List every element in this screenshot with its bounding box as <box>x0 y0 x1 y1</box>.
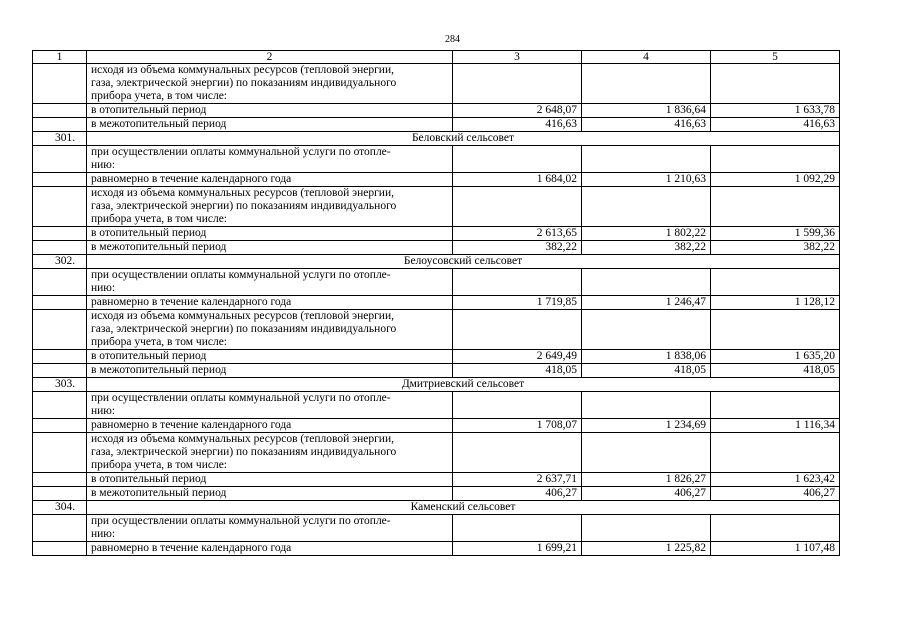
table-row <box>33 433 840 473</box>
index-cell <box>33 296 87 310</box>
section-number: 304. <box>33 501 87 515</box>
value-cell: 1 684,02 <box>453 173 582 187</box>
value-cell: 406,27 <box>711 487 840 501</box>
value-cell: 1 246,47 <box>582 296 711 310</box>
description-cell: равномерно в течение календарного года <box>87 296 453 310</box>
value-cell <box>453 187 582 227</box>
description-cell <box>87 433 453 473</box>
description-line: прибора учета, в том числе: <box>91 90 227 102</box>
description-cell <box>87 269 453 296</box>
description-cell: равномерно в течение календарного года <box>87 173 453 187</box>
index-cell <box>33 173 87 187</box>
index-cell <box>33 187 87 227</box>
description-line: прибора учета, в том числе: <box>91 336 227 348</box>
description-line: при осуществлении оплаты коммунальной услуги по отопле- <box>91 269 391 281</box>
description-cell <box>87 392 453 419</box>
value-cell <box>582 392 711 419</box>
section-name: Каменский сельсовет <box>87 501 840 515</box>
index-cell <box>33 146 87 173</box>
value-cell <box>453 433 582 473</box>
value-cell: 1 225,82 <box>582 542 711 556</box>
table-row <box>33 173 840 187</box>
index-cell <box>33 542 87 556</box>
section-row <box>33 501 840 515</box>
value-cell: 1 708,07 <box>453 419 582 433</box>
table-row <box>33 227 840 241</box>
value-cell: 1 234,69 <box>582 419 711 433</box>
value-cell <box>582 187 711 227</box>
table-row <box>33 350 840 364</box>
value-cell: 382,22 <box>711 241 840 255</box>
value-cell <box>711 64 840 104</box>
value-cell: 1 633,78 <box>711 104 840 118</box>
description-line: нию: <box>91 405 116 417</box>
value-cell <box>582 146 711 173</box>
value-cell <box>582 433 711 473</box>
table-row <box>33 104 840 118</box>
value-cell <box>582 64 711 104</box>
value-cell: 418,05 <box>453 364 582 378</box>
value-cell: 1 802,22 <box>582 227 711 241</box>
column-header: 3 <box>453 51 582 64</box>
table-row <box>33 64 840 104</box>
value-cell <box>582 269 711 296</box>
description-line: исходя из объема коммунальных ресурсов (тепловой энергии, <box>91 187 394 199</box>
index-cell <box>33 350 87 364</box>
description-line: нию: <box>91 528 116 540</box>
value-cell: 1 092,29 <box>711 173 840 187</box>
description-line: исходя из объема коммунальных ресурсов (тепловой энергии, <box>91 310 394 322</box>
value-cell <box>711 269 840 296</box>
value-cell: 1 635,20 <box>711 350 840 364</box>
description-line: газа, электрической энергии) по показаниям индивидуального <box>91 446 397 458</box>
index-cell <box>33 241 87 255</box>
index-cell <box>33 392 87 419</box>
description-cell <box>87 310 453 350</box>
table-row <box>33 542 840 556</box>
value-cell: 1 128,12 <box>711 296 840 310</box>
section-number: 303. <box>33 378 87 392</box>
index-cell <box>33 364 87 378</box>
description-line: газа, электрической энергии) по показаниям индивидуального <box>91 200 397 212</box>
table-row <box>33 515 840 542</box>
index-cell <box>33 310 87 350</box>
value-cell <box>711 515 840 542</box>
value-cell <box>453 515 582 542</box>
description-cell: в межотопительный период <box>87 118 453 132</box>
value-cell: 1 623,42 <box>711 473 840 487</box>
value-cell: 416,63 <box>582 118 711 132</box>
tariff-table <box>32 50 840 556</box>
value-cell: 406,27 <box>582 487 711 501</box>
value-cell <box>453 392 582 419</box>
description-cell <box>87 146 453 173</box>
value-cell: 1 719,85 <box>453 296 582 310</box>
value-cell: 418,05 <box>582 364 711 378</box>
index-cell <box>33 473 87 487</box>
index-cell <box>33 515 87 542</box>
index-cell <box>33 64 87 104</box>
value-cell: 1 836,64 <box>582 104 711 118</box>
value-cell: 382,22 <box>582 241 711 255</box>
section-number: 302. <box>33 255 87 269</box>
table-row <box>33 146 840 173</box>
index-cell <box>33 269 87 296</box>
page-number: 284 <box>445 34 460 45</box>
section-name: Белоусовский сельсовет <box>87 255 840 269</box>
table-row <box>33 187 840 227</box>
value-cell <box>453 64 582 104</box>
table-row <box>33 310 840 350</box>
value-cell: 416,63 <box>711 118 840 132</box>
section-row <box>33 378 840 392</box>
section-name: Беловский сельсовет <box>87 132 840 146</box>
value-cell <box>711 187 840 227</box>
value-cell: 2 648,07 <box>453 104 582 118</box>
column-header-row <box>33 51 840 64</box>
description-line: газа, электрической энергии) по показаниям индивидуального <box>91 323 397 335</box>
table-row <box>33 296 840 310</box>
section-row <box>33 255 840 269</box>
section-name: Дмитриевский сельсовет <box>87 378 840 392</box>
value-cell: 1 699,21 <box>453 542 582 556</box>
index-cell <box>33 118 87 132</box>
column-header: 5 <box>711 51 840 64</box>
description-line: нию: <box>91 159 116 171</box>
value-cell <box>453 269 582 296</box>
description-cell <box>87 187 453 227</box>
description-cell: в межотопительный период <box>87 487 453 501</box>
section-row <box>33 132 840 146</box>
description-cell <box>87 515 453 542</box>
value-cell: 406,27 <box>453 487 582 501</box>
description-cell: равномерно в течение календарного года <box>87 419 453 433</box>
value-cell <box>711 433 840 473</box>
description-cell: в отопительный период <box>87 350 453 364</box>
index-cell <box>33 433 87 473</box>
value-cell <box>711 310 840 350</box>
table-row <box>33 392 840 419</box>
value-cell <box>453 310 582 350</box>
table-row <box>33 269 840 296</box>
description-line: прибора учета, в том числе: <box>91 213 227 225</box>
description-cell: в отопительный период <box>87 227 453 241</box>
index-cell <box>33 419 87 433</box>
value-cell: 2 613,65 <box>453 227 582 241</box>
description-line: при осуществлении оплаты коммунальной услуги по отопле- <box>91 146 391 158</box>
description-line: нию: <box>91 282 116 294</box>
table-row <box>33 241 840 255</box>
index-cell <box>33 104 87 118</box>
column-header: 1 <box>33 51 87 64</box>
table-row <box>33 364 840 378</box>
description-line: исходя из объема коммунальных ресурсов (тепловой энергии, <box>91 433 394 445</box>
value-cell <box>711 392 840 419</box>
description-cell <box>87 64 453 104</box>
value-cell: 1 838,06 <box>582 350 711 364</box>
table-row <box>33 487 840 501</box>
description-cell: в отопительный период <box>87 104 453 118</box>
table-row <box>33 419 840 433</box>
value-cell: 418,05 <box>711 364 840 378</box>
index-cell <box>33 227 87 241</box>
description-cell: в отопительный период <box>87 473 453 487</box>
value-cell <box>711 146 840 173</box>
description-line: газа, электрической энергии) по показаниям индивидуального <box>91 77 397 89</box>
column-header: 4 <box>582 51 711 64</box>
description-line: при осуществлении оплаты коммунальной услуги по отопле- <box>91 515 391 527</box>
table-row <box>33 118 840 132</box>
column-header: 2 <box>87 51 453 64</box>
value-cell: 2 637,71 <box>453 473 582 487</box>
description-cell: в межотопительный период <box>87 364 453 378</box>
value-cell: 416,63 <box>453 118 582 132</box>
table-row <box>33 473 840 487</box>
description-line: при осуществлении оплаты коммунальной услуги по отопле- <box>91 392 391 404</box>
description-cell: равномерно в течение календарного года <box>87 542 453 556</box>
description-cell: в межотопительный период <box>87 241 453 255</box>
value-cell: 1 107,48 <box>711 542 840 556</box>
value-cell: 1 599,36 <box>711 227 840 241</box>
value-cell: 1 826,27 <box>582 473 711 487</box>
index-cell <box>33 487 87 501</box>
value-cell <box>453 146 582 173</box>
section-number: 301. <box>33 132 87 146</box>
value-cell: 1 210,63 <box>582 173 711 187</box>
value-cell <box>582 310 711 350</box>
value-cell: 382,22 <box>453 241 582 255</box>
value-cell: 2 649,49 <box>453 350 582 364</box>
description-line: исходя из объема коммунальных ресурсов (тепловой энергии, <box>91 64 394 76</box>
description-line: прибора учета, в том числе: <box>91 459 227 471</box>
value-cell: 1 116,34 <box>711 419 840 433</box>
value-cell <box>582 515 711 542</box>
